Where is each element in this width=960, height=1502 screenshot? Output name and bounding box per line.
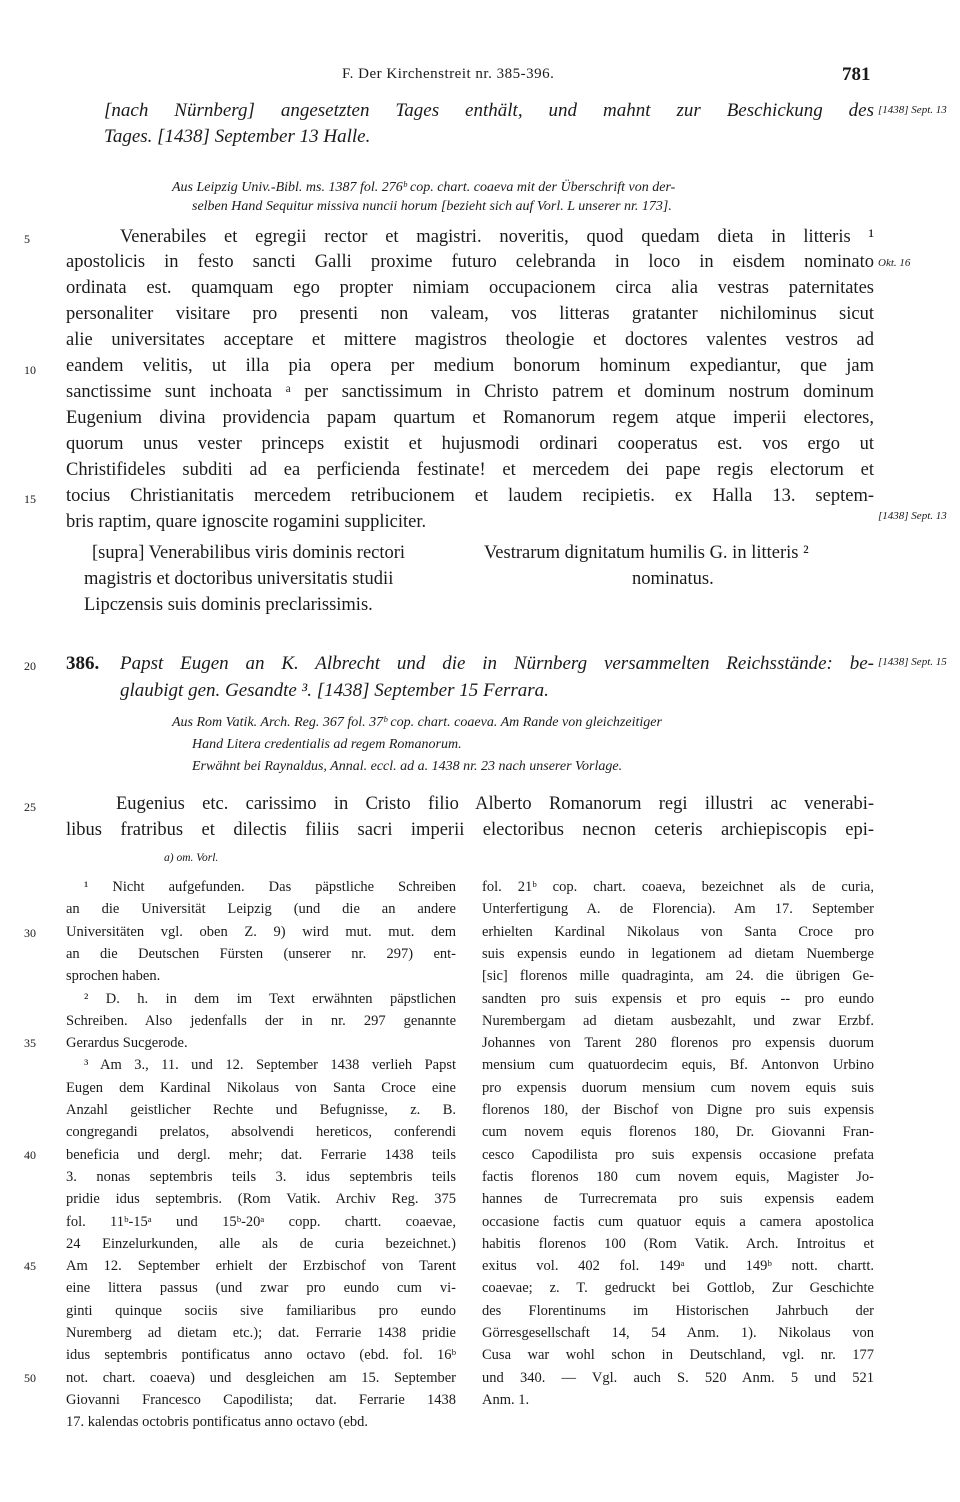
line-number-10: 10 — [24, 363, 36, 377]
line-number-35: 35 — [24, 1036, 36, 1050]
doc385-body-line: eandem velitis, ut illa pia opera per medium bonorum hominum expediantur, que jam — [66, 356, 874, 376]
footnote-left-line: ¹ Nicht aufgefunden. Das päpstliche Schreiben — [84, 879, 456, 895]
doc385-body-line: Venerabiles et egregii rector et magistri. noveritis, quod quedam dieta in litteris ¹ — [120, 227, 874, 247]
doc385-heading-line2: Tages. [1438] September 13 Halle. — [104, 126, 371, 147]
doc386-source-line2: Hand Litera credentialis ad regem Romanorum. — [192, 737, 462, 752]
doc385-heading-margin-date: [1438] Sept. 13 — [878, 104, 947, 116]
footnote-right-line: Görresgesellschaft 14, 54 Anm. 1). Nikolaus von — [482, 1325, 874, 1341]
doc385-body-line: Eugenium divina providencia papam quartum et Romanorum regem atque imperii electores, — [66, 408, 874, 428]
doc385-address-left1: [supra] Venerabilibus viris dominis rectori — [92, 543, 406, 563]
doc385-body-line: personaliter visitare pro presenti non valeam, vos litteras gratanter nichilominus sicut — [66, 304, 874, 324]
footnote-right-line: Nurembergam ad dietam ausbezahlt, und zwar Erzbf. — [482, 1012, 874, 1029]
footnote-right-line: pro expensis duorum mensium cum novem equis suis — [482, 1079, 874, 1096]
footnote-left-line: eine littera passus (und zwar pro eundo cum vi- — [66, 1280, 456, 1297]
footnote-left-line: 17. kalendas octobris pontificatus anno octavo (ebd. — [66, 1414, 369, 1431]
doc386-heading-line1: Papst Eugen an K. Albrecht und die in Nürnberg versammelten Reichsstände: be- — [120, 653, 874, 674]
footnote-left-line: Schreiben. Also jedenfalls der in nr. 297 genannte — [66, 1012, 456, 1029]
footnote-left-line: Gerardus Sucgerode. — [66, 1035, 188, 1052]
footnote-left-line: Anzahl geistlicher Rechte und Befugnisse, z. B. — [66, 1102, 456, 1118]
doc386-number: 386. — [66, 653, 100, 674]
footnote-left-line: ³ Am 3., 11. und 12. September 1438 verlieh Papst — [84, 1057, 456, 1074]
footnote-right-line: coaevae; z. T. gedruckt bei Gottlob, Zur Geschichte — [482, 1280, 874, 1297]
footnote-right-line: exitus vol. 402 fol. 149ᵃ und 149ᵇ nott. chartt. — [482, 1258, 874, 1275]
footnote-left-line: Giovanni Francesco Capodilista; dat. Ferrarie 1438 — [66, 1391, 456, 1408]
doc385-source-line2: selben Hand Sequitur missiva nuncii horum [bezieht sich auf Vorl. L unserer nr. 173]. — [192, 199, 672, 214]
line-number-30: 30 — [24, 926, 36, 940]
doc386-source-line1: Aus Rom Vatik. Arch. Reg. 367 fol. 37ᵇ cop. chart. coaeva. Am Rande von gleichzeitiger — [172, 715, 662, 730]
doc385-body-line: ordinata est. quamquam ego propter nimiam occupacionem circa alia vestras paternitates — [66, 278, 874, 298]
doc386-body-line: Eugenius etc. carissimo in Cristo filio Alberto Romanorum regi illustri ac venerabi- — [116, 794, 874, 814]
doc385-margin-okt: Okt. 16 — [878, 257, 911, 269]
running-title: F. Der Kirchenstreit nr. 385-396. — [342, 66, 555, 82]
doc386-heading-line2: glaubigt gen. Gesandte ³. [1438] September 15 Ferrara. — [120, 680, 549, 701]
line-number-5: 5 — [24, 232, 30, 246]
footnote-left-line: an die Universität Leipzig (und die an andere — [66, 901, 456, 918]
footnote-right-line: des Florentinums im Historischen Jahrbuch der — [482, 1302, 874, 1319]
footnote-right-line: sandten pro suis expensis et pro equis -- pro eundo — [482, 990, 874, 1007]
footnote-right-line: Johannes von Tarent 280 florenos pro expensis duorum — [482, 1035, 874, 1052]
line-number-15: 15 — [24, 492, 36, 506]
footnote-left-line: an die Deutschen Fürsten (unserer nr. 297) ent- — [66, 945, 456, 962]
doc385-body-line: Christifideles subditi ad ea perficienda festinate! et mercedem dei pape regis electorum et — [66, 460, 874, 480]
doc385-heading-line1: [nach Nürnberg] angesetzten Tages enthält, und mahnt zur Beschickung des — [104, 100, 874, 121]
line-number-45: 45 — [24, 1259, 36, 1273]
footnote-right-line: Anm. 1. — [482, 1391, 530, 1408]
footnote-left-line: idus septembris pontificatus anno octavo (ebd. fol. 16ᵇ — [66, 1347, 456, 1364]
doc386-heading-margin-date: [1438] Sept. 15 — [878, 656, 947, 668]
footnote-right-line: erhielten Kardinal Nikolaus von Santa Croce pro — [482, 923, 874, 940]
footnote-left-line: 3. nonas septembris teils 3. idus septembris teils — [66, 1168, 456, 1185]
doc386-source-line3: Erwähnt bei Raynaldus, Annal. eccl. ad a. 1438 nr. 23 nach unserer Vorlage. — [192, 759, 623, 774]
footnote-left-line: ² D. h. in dem im Text erwähnten päpstlichen — [84, 990, 456, 1007]
footnote-left-line: not. chart. coaeva) und desgleichen am 15. September — [66, 1369, 456, 1386]
footnote-left-line: fol. 11ᵇ-15ᵃ und 15ᵇ-20ᵃ copp. chartt. coaevae, — [66, 1213, 456, 1230]
doc385-source-line1: Aus Leipzig Univ.-Bibl. ms. 1387 fol. 276ᵇ cop. chart. coaeva mit der Überschrift von der- — [172, 180, 676, 195]
doc385-body-line: bris raptim, quare ignoscite rogamini suppliciter. — [66, 512, 427, 532]
footnote-left-line: pridie idus septembris. (Rom Vatik. Archiv Reg. 375 — [66, 1191, 456, 1208]
doc385-body-line: tocius Christianitatis mercedem retribucionem et laudem recipietis. ex Halla 13. septem- — [66, 486, 874, 506]
footnote-right-line: und 340. — Vgl. auch S. 520 Anm. 5 und 521 — [482, 1369, 874, 1386]
footnote-right-line: [sic] florenos mille quadraginta, am 24. die übrigen Ge- — [482, 968, 874, 985]
line-number-50: 50 — [24, 1371, 36, 1385]
variant-note: a) om. Vorl. — [164, 852, 219, 864]
footnote-right-line: Unterfertigung A. de Florencia). Am 17. September — [482, 901, 874, 918]
footnote-right-line: hannes de Turrecremata pro suis expensis eadem — [482, 1191, 874, 1208]
doc385-address-right1: Vestrarum dignitatum humilis G. in litteris ² — [484, 543, 809, 563]
line-number-40: 40 — [24, 1148, 36, 1162]
footnote-right-line: habitis florenos 100 (Rom Vatik. Arch. Introitus et — [482, 1235, 874, 1252]
footnote-left-line: 24 Einzelurkunden, alle als de curia bezeichnet.) — [66, 1235, 456, 1252]
footnote-left-line: Am 12. September erhielt der Erzbischof von Tarent — [66, 1258, 456, 1275]
doc385-body-line: apostolicis in festo sancti Galli proxime futuro celebranda in loco in eisdem nominato — [66, 252, 874, 272]
footnote-left-line: ginti quinque sociis sive familiaribus pro eundo — [66, 1302, 456, 1319]
footnote-right-line: fol. 21ᵇ cop. chart. coaeva, bezeichnet als de curia, — [482, 879, 874, 895]
footnote-right-line: occasione factis cum quatuor equis a camera apostolica — [482, 1213, 874, 1230]
doc385-body-line: sanctissime sunt inchoata ᵃ per sanctissimum in Christo patrem et dominum nostrum dominum — [66, 382, 874, 402]
footnote-right-line: Cusa war wohl schon in Deutschland, vgl. nr. 177 — [482, 1347, 874, 1364]
footnote-right-line: florenos 180, der Bischof von Digne pro suis expensis — [482, 1102, 874, 1118]
footnote-left-line: Nuremberg ad dietam etc.); dat. Ferrarie 1438 pridie — [66, 1325, 456, 1341]
page-number: 781 — [842, 64, 871, 85]
footnote-right-line: cesco Capodilista pro suis expensis occasione prefata — [482, 1146, 874, 1163]
footnote-right-line: factis florenos 180 cum novem equis, Magister Jo- — [482, 1168, 874, 1185]
doc385-body-line: quorum unus vester princeps existit et hujusmodi ordinari cooperatus est. vos ergo ut — [66, 434, 874, 454]
doc385-address-right2: nominatus. — [632, 569, 714, 589]
footnote-right-line: cum novem equis florenos 180, Dr. Giovanni Fran- — [482, 1124, 874, 1141]
footnote-right-line: suis expensis eundo in legationem ad dietam Nuemberge — [482, 945, 874, 962]
footnote-left-line: beneficia und dergl. mehr; dat. Ferrarie 1438 teils — [66, 1146, 456, 1163]
doc385-address-left2: magistris et doctoribus universitatis studii — [84, 569, 394, 589]
line-number-25: 25 — [24, 800, 36, 814]
doc385-address-left3: Lipczensis suis dominis preclarissimis. — [84, 595, 373, 615]
footnote-left-line: congregandi prelatos, absolvendi hereticos, conferendi — [66, 1124, 456, 1141]
doc386-body-line: libus fratribus et dilectis filiis sacri imperii electoribus necnon ceteris archiepiscopis epi- — [66, 820, 874, 840]
doc385-margin-sept: [1438] Sept. 13 — [878, 510, 947, 522]
line-number-20: 20 — [24, 659, 36, 673]
footnote-left-line: Universitäten vgl. oben Z. 9) wird mut. mut. dem — [66, 923, 456, 940]
doc385-body-line: alie universitates acceptare et mittere magistros theologie et doctores valentes vestros ad — [66, 330, 874, 350]
footnote-right-line: mensium cum quatuordecim equis, Bf. Antonvon Urbino — [482, 1057, 874, 1074]
footnote-left-line: Eugen dem Kardinal Nikolaus von Santa Croce eine — [66, 1079, 456, 1096]
footnote-left-line: sprochen haben. — [66, 968, 161, 985]
